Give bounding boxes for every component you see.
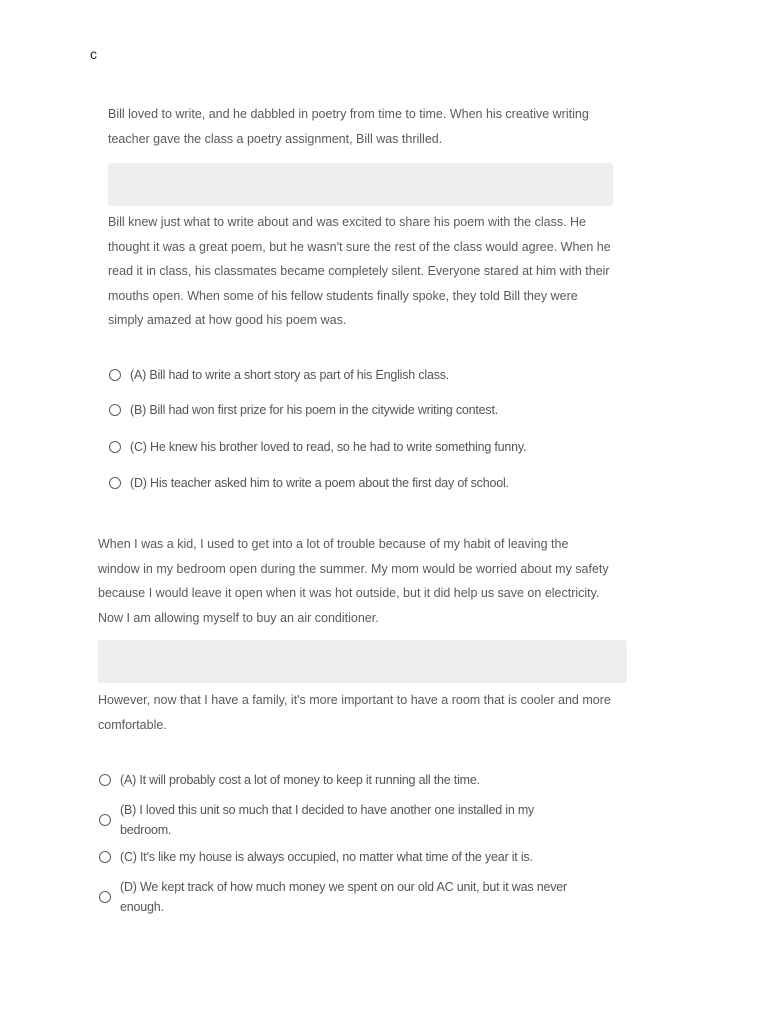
radio-button-icon[interactable]	[99, 851, 111, 863]
question1-blank-slot[interactable]	[108, 163, 613, 206]
radio-button-icon[interactable]	[109, 441, 121, 453]
question1-continuation	[108, 210, 613, 333]
question2-intro-text: When I was a kid, I used to get into a lot of trouble because of my habit of leaving the window in my bedroom open during the summer. My mom would be worried about my safety because I would leave it open when it was hot outside, but it did help us save on electricity. Now I am allowing myself to buy an air conditioner.	[98, 537, 609, 625]
question2-option-a[interactable]	[99, 773, 480, 787]
radio-button-icon[interactable]	[109, 404, 121, 416]
question2-continuation	[98, 688, 623, 737]
question2-option-b[interactable]	[99, 800, 579, 840]
question1-option-d[interactable]	[109, 476, 509, 490]
corner-label: c	[90, 46, 97, 62]
radio-button-icon[interactable]	[109, 477, 121, 489]
question2-option-d[interactable]	[99, 877, 609, 917]
option-label: (B) I loved this unit so much that I decided to have another one installed in my bedroom.	[120, 803, 535, 837]
question1-intro-text: Bill loved to write, and he dabbled in poetry from time to time. When his creative writing teacher gave the class a poetry assignment, Bill was thrilled.	[108, 107, 589, 146]
question2-intro	[98, 532, 613, 630]
question2-blank-slot[interactable]	[98, 640, 627, 683]
option-label: (A) Bill had to write a short story as part of his English class.	[130, 368, 450, 382]
option-label: (C) It's like my house is always occupied, no matter what time of the year it is.	[120, 850, 533, 864]
option-label: (A) It will probably cost a lot of money to keep it running all the time.	[120, 773, 480, 787]
question1-intro	[108, 102, 608, 151]
radio-button-icon[interactable]	[99, 814, 111, 826]
option-label: (C) He knew his brother loved to read, so he had to write something funny.	[130, 440, 527, 454]
question2-option-c[interactable]	[99, 850, 533, 864]
question1-option-c[interactable]	[109, 440, 526, 454]
radio-button-icon[interactable]	[109, 369, 121, 381]
question1-option-a[interactable]	[109, 368, 449, 382]
option-label: (B) Bill had won first prize for his poem in the citywide writing contest.	[130, 403, 498, 417]
radio-button-icon[interactable]	[99, 774, 111, 786]
radio-button-icon[interactable]	[99, 891, 111, 903]
question1-continuation-text: Bill knew just what to write about and was excited to share his poem with the class. He thought it was a great poem, but he wasn't sure the rest of the class would agree. When he read it in class, his classmates became completely silent. Everyone stared at him with their mouths open. When some of his fellow students finally spoke, they told Bill they were simply amazed at how good his poem was.	[108, 215, 611, 327]
question2-continuation-text: However, now that I have a family, it's more important to have a room that is cooler and more comfortable.	[98, 693, 611, 732]
question1-option-b[interactable]	[109, 403, 498, 417]
option-label: (D) His teacher asked him to write a poem about the first day of school.	[130, 476, 509, 490]
option-label: (D) We kept track of how much money we spent on our old AC unit, but it was never enough.	[120, 880, 567, 914]
